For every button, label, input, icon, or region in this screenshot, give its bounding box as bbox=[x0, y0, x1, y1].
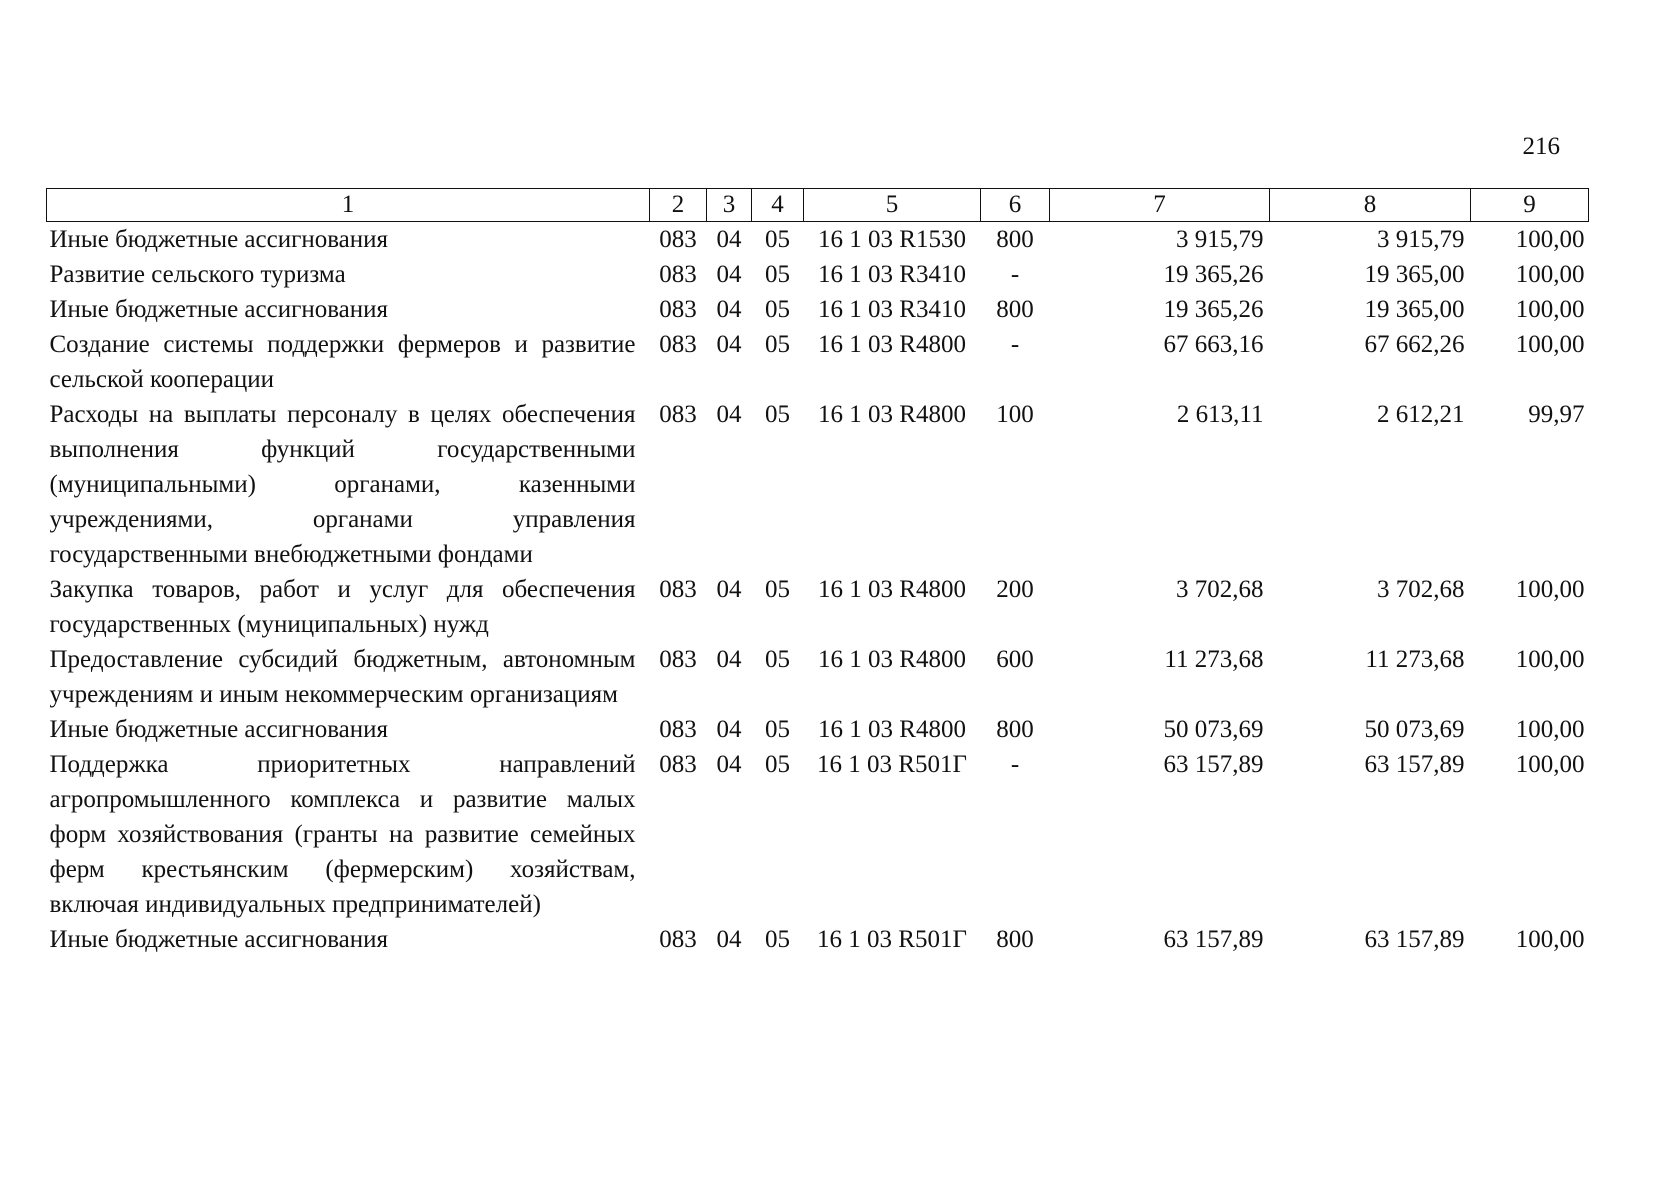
subsection-code: 05 bbox=[765, 646, 790, 673]
expense-type: - bbox=[1010, 261, 1020, 288]
subsection-code: 05 bbox=[765, 401, 790, 428]
table-body bbox=[47, 222, 1589, 958]
execution-percent: 100,00 bbox=[1515, 261, 1585, 288]
planned-amount: 3 915,79 bbox=[1176, 226, 1264, 253]
header-cell: 9 bbox=[1471, 189, 1589, 222]
expense-type: - bbox=[1010, 331, 1020, 358]
target-article: 16 1 03 R4800 bbox=[818, 576, 966, 603]
table-row bbox=[47, 222, 1589, 258]
planned-amount: 2 613,11 bbox=[1176, 401, 1264, 428]
expense-type: - bbox=[1010, 751, 1020, 778]
executed-amount: 63 157,89 bbox=[1364, 751, 1465, 778]
target-article: 16 1 03 R4800 bbox=[818, 646, 966, 673]
ministry-code: 083 bbox=[659, 261, 697, 288]
target-article: 16 1 03 R4800 bbox=[818, 716, 966, 743]
ministry-code: 083 bbox=[659, 401, 697, 428]
table-row bbox=[47, 712, 1589, 747]
executed-amount: 11 273,68 bbox=[1365, 646, 1465, 673]
execution-percent: 100,00 bbox=[1515, 716, 1585, 743]
expense-type: 800 bbox=[996, 296, 1034, 323]
subsection-code: 05 bbox=[765, 226, 790, 253]
planned-amount: 3 702,68 bbox=[1176, 576, 1264, 603]
subsection-code: 05 bbox=[765, 576, 790, 603]
expense-type: 600 bbox=[996, 646, 1034, 673]
ministry-code: 083 bbox=[659, 926, 697, 953]
expense-name: Поддержка приоритетных направлений агропромышленного комплекса и развитие малых форм хозяйствования (гранты на развитие семейных ферм крестьянским (фермерским) хозяйствам, включая индивидуальных предпринимателей) bbox=[49, 751, 636, 918]
planned-amount: 50 073,69 bbox=[1163, 716, 1264, 743]
section-code: 04 bbox=[716, 296, 742, 323]
expense-type: 800 bbox=[996, 716, 1034, 743]
subsection-code: 05 bbox=[765, 716, 790, 743]
table-row bbox=[47, 642, 1589, 712]
header-cell: 8 bbox=[1270, 189, 1471, 222]
ministry-code: 083 bbox=[659, 576, 697, 603]
ministry-code: 083 bbox=[659, 296, 697, 323]
section-code: 04 bbox=[716, 646, 742, 673]
subsection-code: 05 bbox=[765, 296, 790, 323]
table-row bbox=[47, 572, 1589, 642]
section-code: 04 bbox=[716, 751, 742, 778]
execution-percent: 99,97 bbox=[1528, 401, 1585, 428]
subsection-code: 05 bbox=[765, 926, 790, 953]
page-number: 216 bbox=[1522, 133, 1560, 160]
expense-name: Иные бюджетные ассигнования bbox=[49, 226, 389, 253]
section-code: 04 bbox=[716, 716, 742, 743]
header-cell: 2 bbox=[650, 189, 707, 222]
header-cell: 5 bbox=[804, 189, 981, 222]
section-code: 04 bbox=[716, 401, 742, 428]
executed-amount: 2 612,21 bbox=[1377, 401, 1465, 428]
section-code: 04 bbox=[716, 576, 742, 603]
execution-percent: 100,00 bbox=[1515, 926, 1585, 953]
header-cell: 6 bbox=[981, 189, 1050, 222]
subsection-code: 05 bbox=[765, 751, 790, 778]
header-row bbox=[47, 189, 1589, 222]
execution-percent: 100,00 bbox=[1515, 296, 1585, 323]
execution-percent: 100,00 bbox=[1515, 576, 1585, 603]
executed-amount: 19 365,00 bbox=[1364, 261, 1465, 288]
target-article: 16 1 03 R3410 bbox=[818, 261, 966, 288]
header-cell: 7 bbox=[1050, 189, 1270, 222]
executed-amount: 50 073,69 bbox=[1364, 716, 1465, 743]
planned-amount: 19 365,26 bbox=[1163, 296, 1264, 323]
subsection-code: 05 bbox=[765, 261, 790, 288]
subsection-code: 05 bbox=[765, 331, 790, 358]
target-article: 16 1 03 R1530 bbox=[818, 226, 966, 253]
executed-amount: 67 662,26 bbox=[1364, 331, 1465, 358]
table-row bbox=[47, 922, 1589, 957]
expense-name: Предоставление субсидий бюджетным, автономным учреждениям и иным некоммерческим организациям bbox=[49, 646, 636, 708]
section-code: 04 bbox=[716, 226, 742, 253]
expense-type: 200 bbox=[996, 576, 1034, 603]
expense-type: 100 bbox=[996, 401, 1034, 428]
header-cell: 4 bbox=[752, 189, 804, 222]
header-cell: 3 bbox=[707, 189, 752, 222]
target-article: 16 1 03 R4800 bbox=[818, 401, 966, 428]
expense-name: Иные бюджетные ассигнования bbox=[49, 296, 389, 323]
table-row bbox=[47, 327, 1589, 397]
ministry-code: 083 bbox=[659, 751, 697, 778]
table-row bbox=[47, 397, 1589, 572]
table-row bbox=[47, 257, 1589, 292]
executed-amount: 3 915,79 bbox=[1377, 226, 1465, 253]
expense-name: Иные бюджетные ассигнования bbox=[49, 926, 389, 953]
table-row bbox=[47, 747, 1589, 922]
expense-name: Создание системы поддержки фермеров и развитие сельской кооперации bbox=[49, 331, 636, 393]
execution-percent: 100,00 bbox=[1515, 331, 1585, 358]
planned-amount: 19 365,26 bbox=[1163, 261, 1264, 288]
target-article: 16 1 03 R3410 bbox=[818, 296, 966, 323]
target-article: 16 1 03 R501Г bbox=[817, 751, 967, 778]
table-row bbox=[47, 292, 1589, 327]
header-cell: 1 bbox=[47, 189, 650, 222]
section-code: 04 bbox=[716, 926, 742, 953]
execution-percent: 100,00 bbox=[1515, 646, 1585, 673]
ministry-code: 083 bbox=[659, 716, 697, 743]
executed-amount: 19 365,00 bbox=[1364, 296, 1465, 323]
ministry-code: 083 bbox=[659, 331, 697, 358]
executed-amount: 3 702,68 bbox=[1377, 576, 1465, 603]
section-code: 04 bbox=[716, 331, 742, 358]
executed-amount: 63 157,89 bbox=[1364, 926, 1465, 953]
planned-amount: 67 663,16 bbox=[1163, 331, 1264, 358]
execution-percent: 100,00 bbox=[1515, 751, 1585, 778]
expense-name: Иные бюджетные ассигнования bbox=[49, 716, 389, 743]
expense-type: 800 bbox=[996, 226, 1034, 253]
expense-name: Развитие сельского туризма bbox=[49, 261, 346, 288]
section-code: 04 bbox=[716, 261, 742, 288]
planned-amount: 63 157,89 bbox=[1163, 751, 1264, 778]
planned-amount: 63 157,89 bbox=[1163, 926, 1264, 953]
expense-type: 800 bbox=[996, 926, 1034, 953]
target-article: 16 1 03 R501Г bbox=[817, 926, 967, 953]
ministry-code: 083 bbox=[659, 646, 697, 673]
execution-percent: 100,00 bbox=[1515, 226, 1585, 253]
budget-table bbox=[46, 188, 1589, 957]
expense-name: Расходы на выплаты персоналу в целях обеспечения выполнения функций государственными (муниципальными) органами, казенными учреждениями, органами управления государственными внебюджетными фондами bbox=[49, 401, 636, 568]
ministry-code: 083 bbox=[659, 226, 697, 253]
expense-name: Закупка товаров, работ и услуг для обеспечения государственных (муниципальных) нужд bbox=[49, 576, 636, 638]
planned-amount: 11 273,68 bbox=[1164, 646, 1264, 673]
target-article: 16 1 03 R4800 bbox=[818, 331, 966, 358]
